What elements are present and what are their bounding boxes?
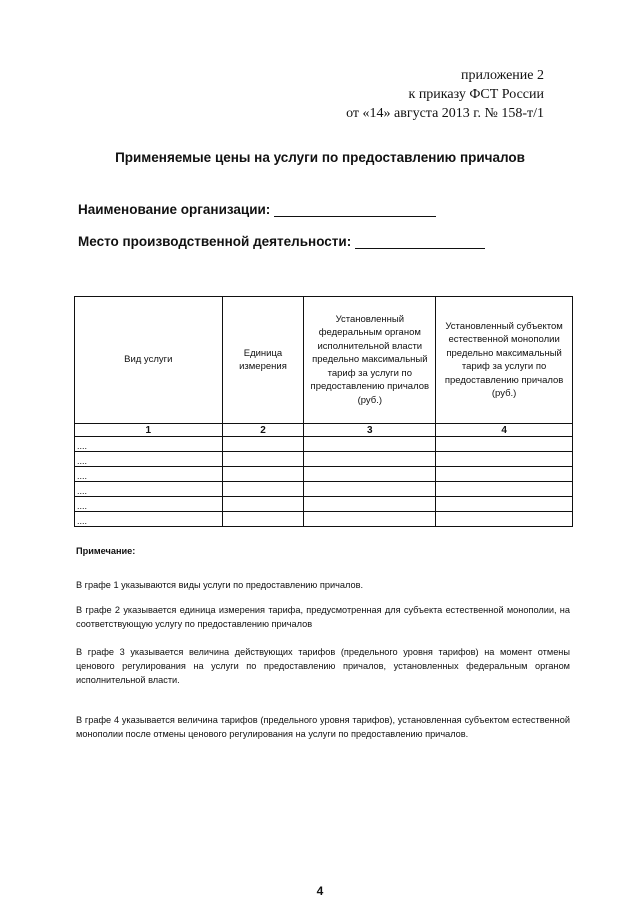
organization-label: Наименование организации: bbox=[78, 202, 271, 217]
table-cell: .... bbox=[75, 452, 223, 467]
column-number: 1 bbox=[75, 424, 223, 437]
header-service-type: Вид услуги bbox=[75, 297, 223, 424]
table-cell: .... bbox=[75, 482, 223, 497]
header-monopoly-tariff: Установленный субъектом естественной монополии предельно максимальный тариф за услуги по предоставлению причалов (руб.) bbox=[436, 297, 573, 424]
table-cell bbox=[436, 512, 573, 527]
table-cell bbox=[222, 497, 304, 512]
table-cell bbox=[436, 467, 573, 482]
column-number: 4 bbox=[436, 424, 573, 437]
table-cell bbox=[222, 452, 304, 467]
header-federal-tariff: Установленный федеральным органом исполнительной власти предельно максимальный тариф за услуги по предоставлению причалов (руб.) bbox=[304, 297, 436, 424]
table-cell bbox=[304, 437, 436, 452]
table-row bbox=[75, 512, 573, 527]
document-title: Применяемые цены на услуги по предоставлению причалов bbox=[115, 150, 525, 165]
table-cell bbox=[304, 467, 436, 482]
table-cell bbox=[304, 512, 436, 527]
table-cell bbox=[304, 482, 436, 497]
table-cell bbox=[436, 437, 573, 452]
table-row bbox=[75, 452, 573, 467]
note-column-3: В графе 3 указывается величина действующих тарифов (предельного уровня тарифов) на момент отмены ценового регулирования на услуги по предоставлению причалов, установленных федеральным органом исполнительной власти. bbox=[76, 647, 570, 685]
table-cell bbox=[436, 497, 573, 512]
organization-field bbox=[78, 202, 436, 217]
note-column-4: В графе 4 указывается величина тарифов (предельного уровня тарифов), установленная субъектом естественной монополии после отмены ценового регулирования на услуги по предоставлению причалов. bbox=[76, 715, 570, 739]
table-cell: .... bbox=[75, 467, 223, 482]
table-cell bbox=[436, 452, 573, 467]
page-number: 4 bbox=[316, 884, 324, 898]
header-unit: Единица измерения bbox=[222, 297, 304, 424]
table-row bbox=[75, 482, 573, 497]
table-cell bbox=[222, 437, 304, 452]
tariff-table bbox=[74, 296, 573, 527]
table-cell: .... bbox=[75, 437, 223, 452]
note-column-2: В графе 2 указывается единица измерения тарифа, предусмотренная для субъекта естественной монополии, на соответствующую услугу по предоставлению причалов bbox=[76, 605, 570, 629]
table-cell: .... bbox=[75, 497, 223, 512]
place-label: Место производственной деятельности: bbox=[78, 234, 352, 249]
place-blank-line bbox=[355, 234, 485, 249]
column-number: 2 bbox=[222, 424, 304, 437]
appendix-line-2: к приказу ФСТ России bbox=[408, 87, 544, 102]
table-cell bbox=[222, 512, 304, 527]
place-field bbox=[78, 234, 485, 249]
appendix-header bbox=[346, 66, 544, 123]
column-number: 3 bbox=[304, 424, 436, 437]
table-row bbox=[75, 497, 573, 512]
table-cell bbox=[222, 467, 304, 482]
organization-blank-line bbox=[274, 202, 436, 217]
table-header-row bbox=[75, 297, 573, 424]
notes-heading: Примечание: bbox=[76, 546, 136, 556]
table-row bbox=[75, 437, 573, 452]
table-cell bbox=[222, 482, 304, 497]
appendix-line-3: от «14» августа 2013 г. № 158-т/1 bbox=[346, 106, 544, 121]
table-row bbox=[75, 467, 573, 482]
note-column-1: В графе 1 указываются виды услуги по предоставлению причалов. bbox=[76, 580, 363, 590]
column-number-row bbox=[75, 424, 573, 437]
table-cell bbox=[304, 452, 436, 467]
table-cell bbox=[436, 482, 573, 497]
table-cell bbox=[304, 497, 436, 512]
appendix-line-1: приложение 2 bbox=[460, 68, 544, 83]
table-cell: .... bbox=[75, 512, 223, 527]
